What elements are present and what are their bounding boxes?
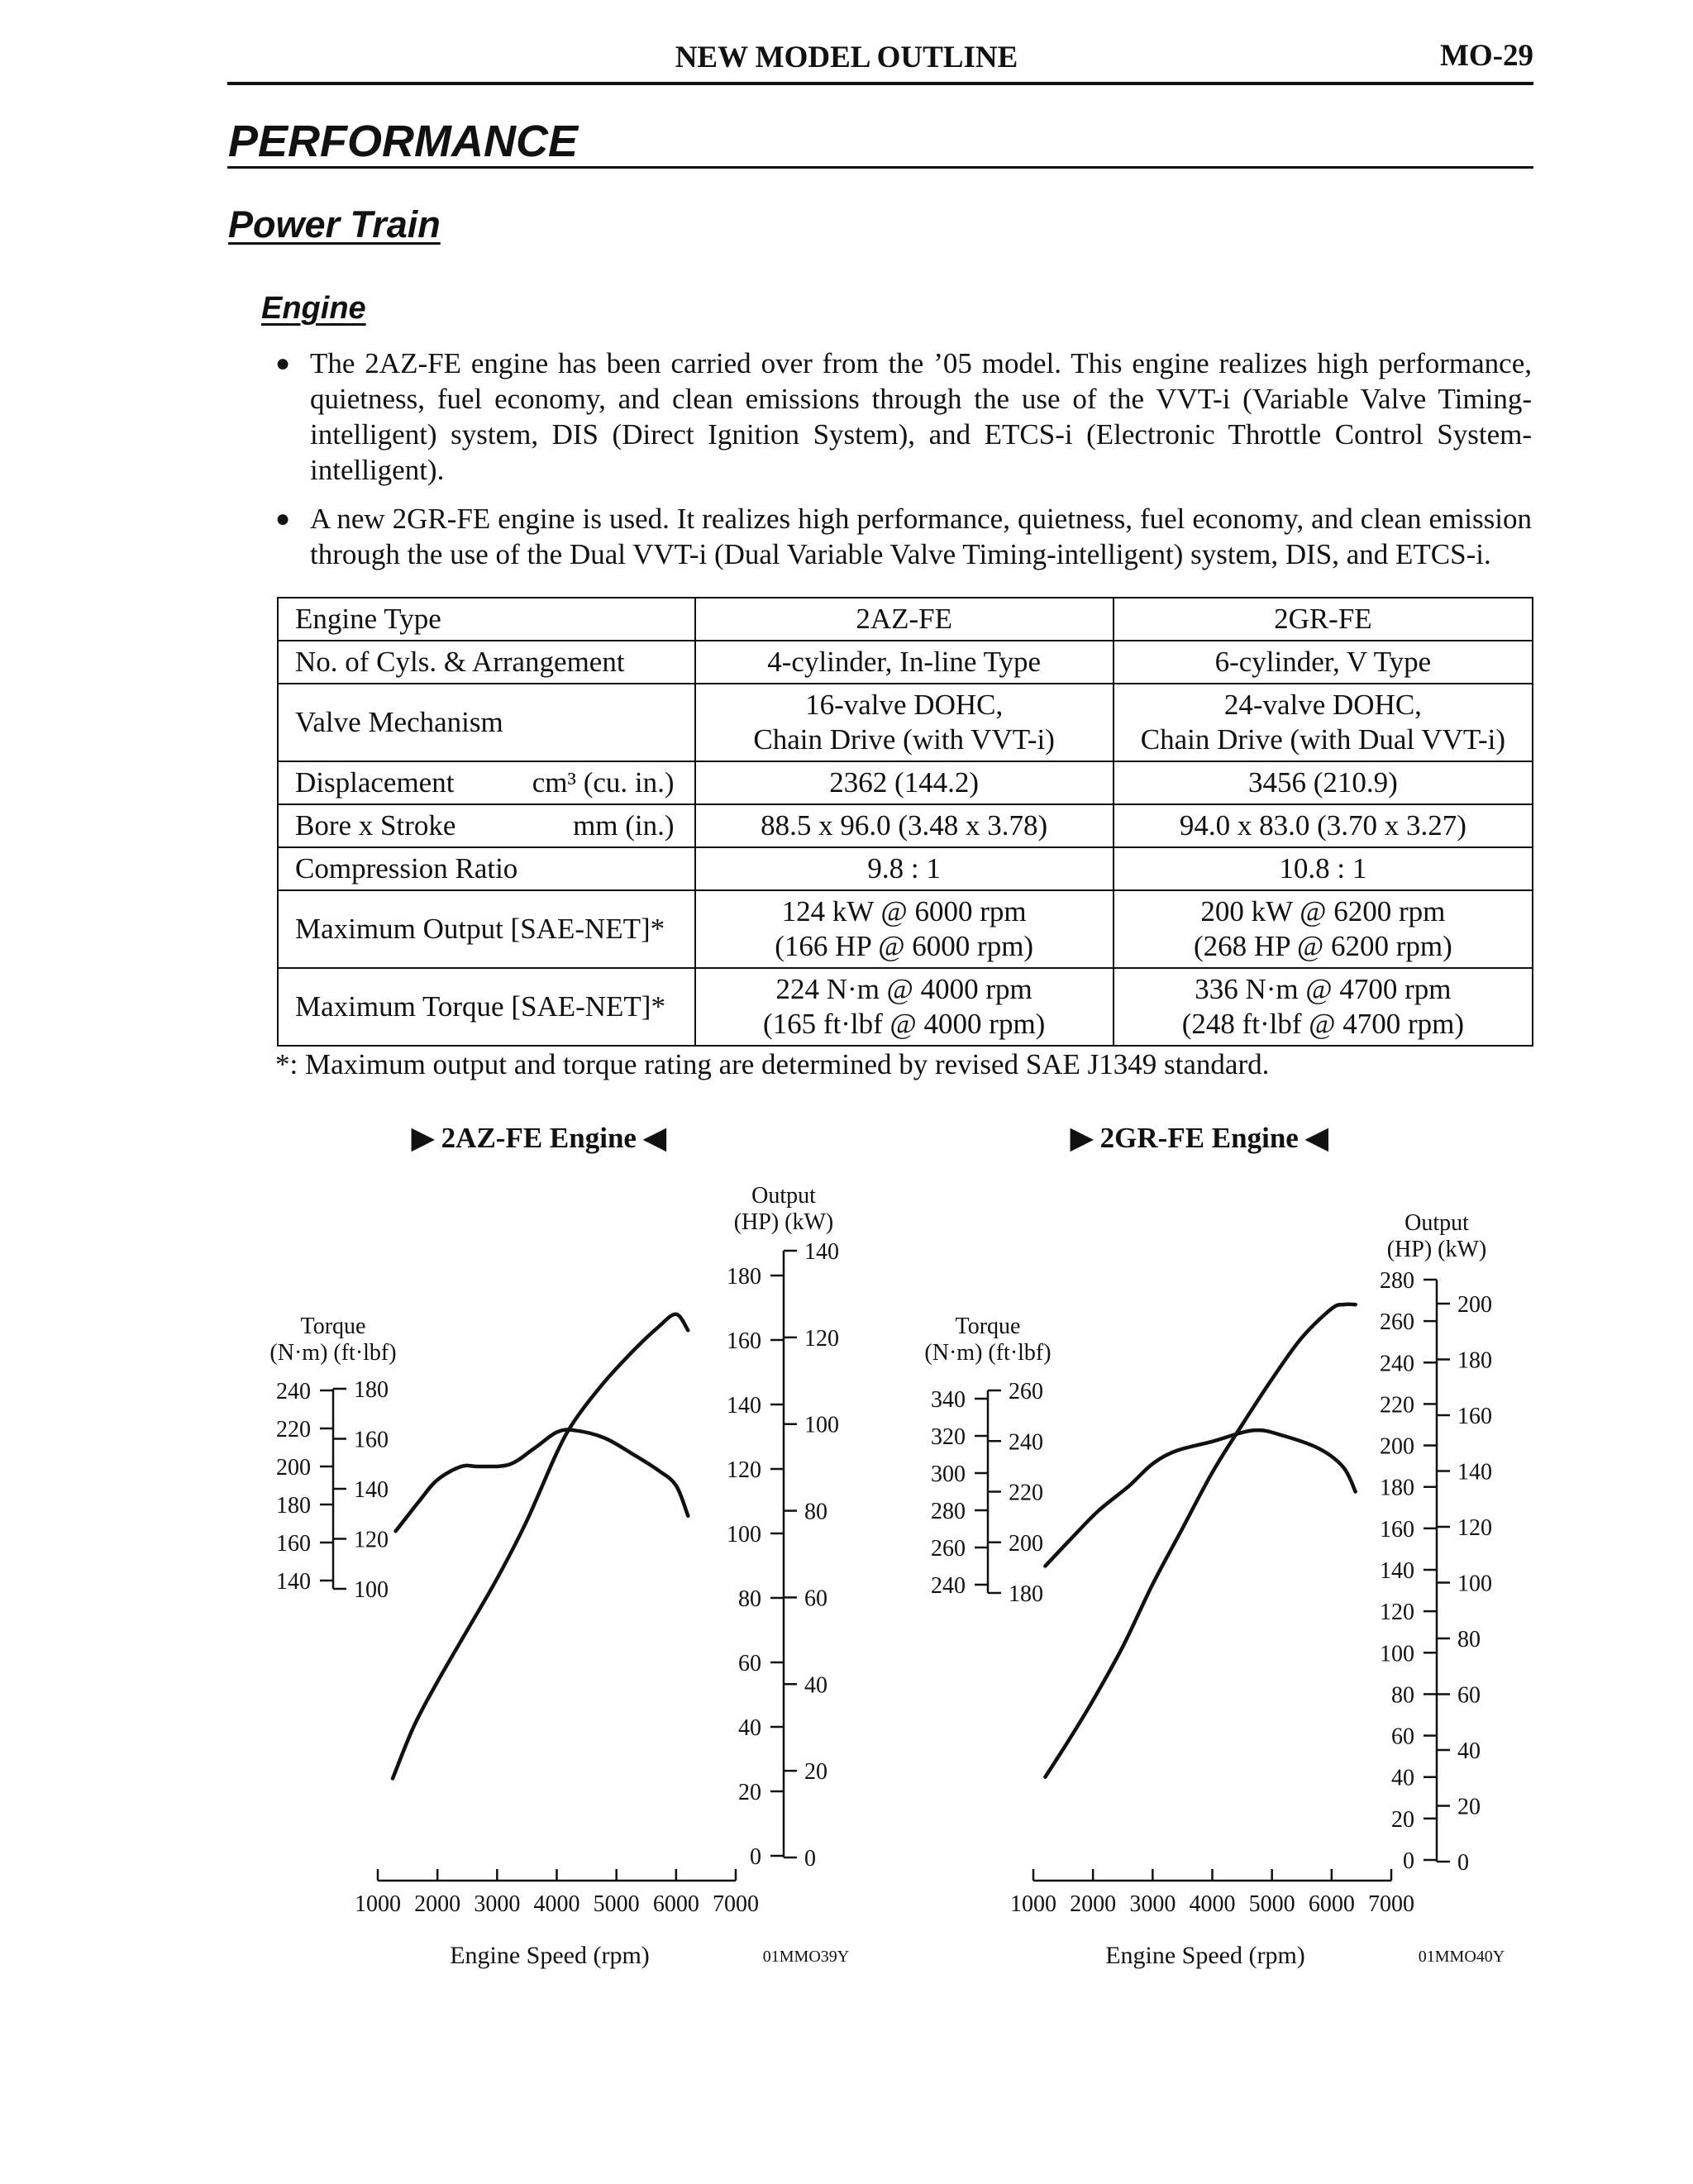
- torque-nm-tick-label: 220: [276, 1417, 311, 1442]
- bullet-text: The 2AZ-FE engine has been carried over from the ’05 model. This engine realizes high performance, quietness, fuel economy, and clean emissions through the use of the VVT-i (Variable Valve Timing-intelligent) system, DIS (Direct Ignition System), and ETCS-i (Electronic Throttle Control System-intelligent).: [310, 347, 1532, 486]
- page-number: MO-29: [1439, 39, 1533, 73]
- cell-line: (166 HP @ 6000 rpm): [775, 930, 1034, 962]
- output-kw-tick-label: 100: [804, 1412, 839, 1438]
- chart-title-2az: ▶ 2AZ-FE Engine ◀: [412, 1122, 666, 1154]
- output-hp-tick-label: 280: [1380, 1268, 1414, 1294]
- output-hp-tick-label: 0: [1403, 1848, 1414, 1874]
- x-tick-label: 3000: [1129, 1891, 1176, 1917]
- output-kw-tick-label: 120: [804, 1325, 839, 1352]
- x-axis-title: Engine Speed (rpm): [1105, 1942, 1305, 1969]
- section-title: PERFORMANCE: [228, 117, 579, 166]
- output-hp-tick-label: 60: [738, 1651, 761, 1676]
- cell-line: (268 HP @ 6200 rpm): [1193, 930, 1452, 962]
- output-hp-tick-label: 0: [750, 1844, 761, 1870]
- output-hp-tick-label: 40: [738, 1715, 761, 1741]
- cell-2az: 4-cylinder, In-line Type: [695, 641, 1114, 684]
- torque-nm-tick-label: 340: [931, 1387, 966, 1413]
- cell-line: 124 kW @ 6000 rpm: [781, 895, 1027, 927]
- torque-ftlbf-tick-label: 220: [1009, 1480, 1043, 1506]
- output-hp-tick-label: 180: [1380, 1475, 1414, 1501]
- cell-2az: 9.8 : 1: [695, 847, 1114, 890]
- output-kw-tick-label: 0: [804, 1846, 816, 1872]
- row-label-text: Bore x Stroke: [295, 809, 456, 842]
- output-kw-tick-label: 140: [1457, 1459, 1492, 1485]
- output-curve: [1045, 1304, 1355, 1777]
- bullet-dot-icon: ●: [275, 350, 291, 377]
- torque-axis-title: Torque: [955, 1314, 1021, 1339]
- x-tick-label: 2000: [414, 1891, 461, 1917]
- output-axis-title: Output: [1404, 1210, 1469, 1236]
- row-unit: cm³ (cu. in.): [532, 766, 675, 799]
- cell-2az: 2362 (144.2): [695, 761, 1114, 804]
- bullet-dot-icon: ●: [275, 505, 291, 532]
- output-hp-tick-label: 60: [1391, 1724, 1414, 1750]
- output-hp-tick-label: 80: [1391, 1682, 1414, 1709]
- output-kw-tick-label: 40: [804, 1672, 827, 1699]
- torque-nm-tick-label: 160: [276, 1531, 311, 1557]
- table-header-cell: Engine Type: [278, 598, 695, 641]
- torque-ftlbf-tick-label: 240: [1009, 1429, 1043, 1456]
- output-kw-tick-label: 0: [1457, 1850, 1469, 1876]
- page-header-title: NEW MODEL OUTLINE: [675, 41, 1018, 74]
- cell-2az: 88.5 x 96.0 (3.48 x 3.78): [695, 804, 1114, 847]
- x-tick-label: 1000: [355, 1891, 401, 1917]
- output-kw-tick-label: 60: [804, 1586, 827, 1612]
- output-hp-tick-label: 200: [1380, 1433, 1414, 1460]
- output-axis-title: Output: [751, 1183, 816, 1209]
- cell-line: 200 kW @ 6200 rpm: [1200, 895, 1446, 927]
- torque-nm-tick-label: 280: [931, 1499, 966, 1524]
- torque-nm-tick-label: 180: [276, 1493, 311, 1519]
- output-kw-tick-label: 120: [1457, 1515, 1492, 1541]
- torque-nm-tick-label: 240: [931, 1573, 966, 1599]
- torque-axis-title: Torque: [300, 1314, 366, 1339]
- output-kw-tick-label: 20: [1457, 1794, 1481, 1820]
- x-axis-title: Engine Speed (rpm): [450, 1942, 650, 1969]
- output-hp-tick-label: 40: [1391, 1765, 1414, 1791]
- output-kw-tick-label: 140: [804, 1239, 839, 1265]
- cell-line: 336 N·m @ 4700 rpm: [1195, 973, 1452, 1005]
- torque-nm-tick-label: 260: [931, 1536, 966, 1562]
- output-hp-tick-label: 100: [1380, 1641, 1414, 1667]
- footnote: *: Maximum output and torque rating are determined by revised SAE J1349 standard.: [275, 1048, 1270, 1080]
- output-hp-tick-label: 140: [1380, 1558, 1414, 1584]
- figure-code: 01MMO39Y: [762, 1948, 850, 1966]
- torque-nm-tick-label: 200: [276, 1455, 311, 1481]
- torque-ftlbf-tick-label: 120: [354, 1527, 389, 1553]
- output-hp-tick-label: 240: [1380, 1351, 1414, 1377]
- torque-ftlbf-tick-label: 160: [354, 1427, 389, 1453]
- torque-axis-units: (N·m) (ft·lbf): [269, 1340, 397, 1366]
- torque-nm-tick-label: 300: [931, 1462, 966, 1487]
- subsection-title: Power Train: [228, 203, 441, 246]
- output-kw-tick-label: 180: [1457, 1347, 1492, 1374]
- figure-code: 01MMO40Y: [1418, 1948, 1505, 1966]
- cell-line: 24-valve DOHC,: [1223, 689, 1422, 721]
- row-label: Maximum Torque [SAE-NET]*: [278, 968, 695, 1046]
- row-label: Maximum Output [SAE-NET]*: [278, 890, 695, 968]
- output-curve: [393, 1314, 688, 1779]
- x-tick-label: 4000: [533, 1891, 580, 1917]
- output-kw-tick-label: 160: [1457, 1404, 1492, 1429]
- output-kw-tick-label: 200: [1457, 1292, 1492, 1318]
- row-label: Compression Ratio: [278, 847, 695, 890]
- row-label: Valve Mechanism: [278, 684, 695, 761]
- output-axis-units: (HP) (kW): [733, 1209, 834, 1235]
- torque-ftlbf-tick-label: 140: [354, 1477, 389, 1503]
- row-unit: mm (in.): [573, 809, 675, 842]
- x-tick-label: 5000: [593, 1891, 640, 1917]
- x-tick-label: 3000: [474, 1891, 521, 1917]
- cell-2gr: 3456 (210.9): [1114, 761, 1533, 804]
- output-kw-tick-label: 60: [1457, 1682, 1481, 1709]
- x-tick-label: 6000: [652, 1891, 699, 1917]
- torque-nm-tick-label: 240: [276, 1379, 311, 1404]
- cell-line: Chain Drive (with VVT-i): [753, 723, 1055, 756]
- x-tick-label: 5000: [1248, 1891, 1295, 1917]
- torque-nm-tick-label: 140: [276, 1569, 311, 1595]
- x-tick-label: 6000: [1308, 1891, 1355, 1917]
- output-hp-tick-label: 260: [1380, 1309, 1414, 1336]
- output-hp-tick-label: 120: [727, 1457, 761, 1483]
- cell-2gr: 94.0 x 83.0 (3.70 x 3.27): [1114, 804, 1533, 847]
- torque-curve: [396, 1429, 689, 1531]
- x-tick-label: 1000: [1010, 1891, 1056, 1917]
- cell-line: (165 ft·lbf @ 4000 rpm): [762, 1008, 1046, 1040]
- output-hp-tick-label: 160: [1380, 1516, 1414, 1543]
- output-hp-tick-label: 80: [738, 1586, 761, 1612]
- output-axis-units: (HP) (kW): [1386, 1237, 1487, 1262]
- x-tick-label: 7000: [713, 1891, 759, 1917]
- table-header-cell: 2GR-FE: [1114, 598, 1533, 641]
- output-hp-tick-label: 20: [738, 1780, 761, 1805]
- output-hp-tick-label: 120: [1380, 1600, 1414, 1626]
- torque-ftlbf-tick-label: 260: [1009, 1379, 1043, 1404]
- output-hp-tick-label: 140: [727, 1393, 761, 1419]
- bullet-text: A new 2GR-FE engine is used. It realizes high performance, quietness, fuel economy, and clean emission through the use of the Dual VVT-i (Dual Variable Valve Timing-intelligent) system, DIS, and ETCS-i.: [310, 503, 1532, 570]
- subsubsection-title: Engine: [261, 291, 366, 326]
- row-label: No. of Cyls. & Arrangement: [278, 641, 695, 684]
- torque-axis-units: (N·m) (ft·lbf): [924, 1340, 1052, 1366]
- output-hp-tick-label: 100: [727, 1522, 761, 1547]
- x-tick-label: 4000: [1189, 1891, 1236, 1917]
- torque-ftlbf-tick-label: 200: [1009, 1530, 1043, 1557]
- cell-line: 224 N·m @ 4000 rpm: [775, 973, 1032, 1005]
- cell-line: 16-valve DOHC,: [805, 689, 1004, 721]
- cell-line: (248 ft·lbf @ 4700 rpm): [1181, 1008, 1465, 1040]
- torque-nm-tick-label: 320: [931, 1424, 966, 1450]
- output-hp-tick-label: 160: [727, 1328, 761, 1354]
- torque-ftlbf-tick-label: 180: [354, 1377, 389, 1403]
- output-hp-tick-label: 20: [1391, 1806, 1414, 1833]
- output-kw-tick-label: 100: [1457, 1571, 1492, 1597]
- output-kw-tick-label: 80: [1457, 1627, 1481, 1652]
- row-label-text: Displacement: [295, 766, 455, 799]
- output-kw-tick-label: 20: [804, 1759, 827, 1786]
- torque-ftlbf-tick-label: 180: [1009, 1581, 1043, 1607]
- cell-2gr: 10.8 : 1: [1114, 847, 1533, 890]
- chart-title-2gr: ▶ 2GR-FE Engine ◀: [1071, 1122, 1328, 1154]
- output-hp-tick-label: 220: [1380, 1392, 1414, 1419]
- x-tick-label: 2000: [1070, 1891, 1117, 1917]
- cell-2gr: 6-cylinder, V Type: [1114, 641, 1533, 684]
- cell-line: Chain Drive (with Dual VVT-i): [1140, 723, 1506, 756]
- table-header-cell: 2AZ-FE: [695, 598, 1114, 641]
- torque-ftlbf-tick-label: 100: [354, 1577, 389, 1603]
- output-hp-tick-label: 180: [727, 1264, 761, 1290]
- x-tick-label: 7000: [1368, 1891, 1414, 1917]
- output-kw-tick-label: 80: [804, 1499, 827, 1525]
- output-kw-tick-label: 40: [1457, 1738, 1481, 1764]
